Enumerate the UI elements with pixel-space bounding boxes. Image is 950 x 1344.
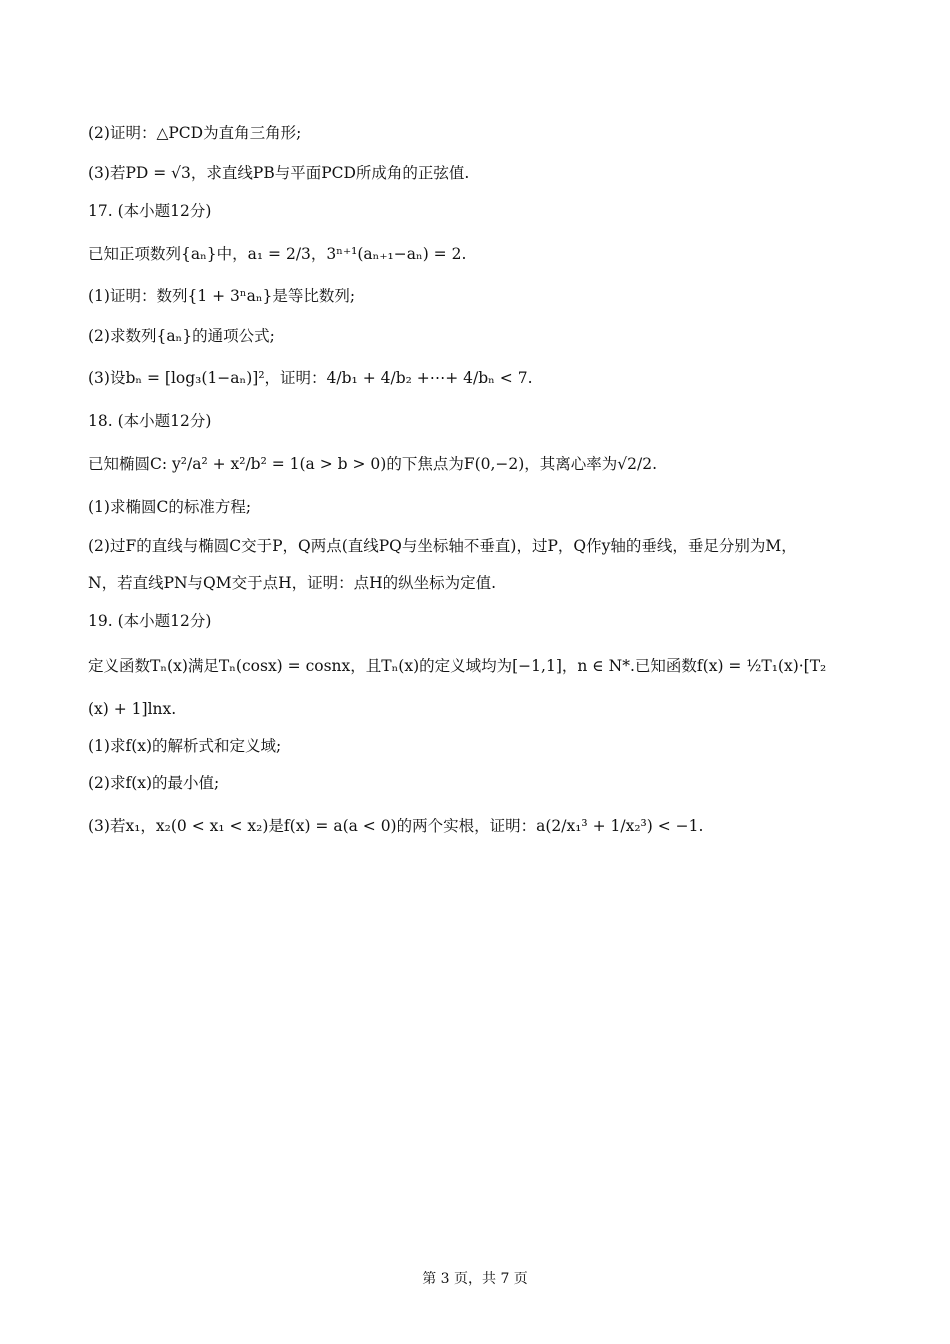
problem18-part2-line1: (2)过F的直线与椭圆C交于P，Q两点(直线PQ与坐标轴不垂直)，过P，Q作y轴的垂线，垂足分别为M，: [88, 537, 797, 555]
page-footer: 第 3 页，共 7 页: [422, 1271, 528, 1287]
problem17-part1: (1)证明：数列{1 + 3ⁿaₙ}是等比数列;: [88, 287, 356, 305]
problem16-part3: (3)若PD = √3，求直线PB与平面PCD所成角的正弦值.: [88, 164, 470, 182]
problem18-part2-line2: N，若直线PN与QM交于点H，证明：点H的纵坐标为定值.: [88, 574, 497, 592]
problem17-part3: (3)设bₙ = [log₃(1−aₙ)]²，证明：4/b₁ + 4/b₂ +⋯+ 4/bₙ < 7.: [88, 369, 533, 387]
problem17-header: 17. (本小题12分): [88, 202, 212, 220]
problem19-stem-line2: (x) + 1]lnx.: [88, 700, 177, 718]
problem19-part2: (2)求f(x)的最小值;: [88, 774, 220, 792]
problem17-stem: 已知正项数列{aₙ}中，a₁ = 2/3，3ⁿ⁺¹(aₙ₊₁−aₙ) = 2.: [88, 245, 467, 263]
problem19-part1: (1)求f(x)的解析式和定义域;: [88, 737, 282, 755]
problem17-part2: (2)求数列{aₙ}的通项公式;: [88, 327, 275, 345]
problem18-part1: (1)求椭圆C的标准方程;: [88, 498, 252, 516]
problem19-part3: (3)若x₁，x₂(0 < x₁ < x₂)是f(x) = a(a < 0)的两个实根，证明：a(2/x₁³ + 1/x₂³) < −1.: [88, 817, 704, 835]
problem19-stem-line1: 定义函数Tₙ(x)满足Tₙ(cosx) = cosnx，且Tₙ(x)的定义域均为[−1,1]，n ∈ N*.已知函数f(x) = ½T₁(x)·[T₂: [88, 657, 827, 675]
problem16-part2: (2)证明：△PCD为直角三角形;: [88, 124, 302, 142]
problem18-header: 18. (本小题12分): [88, 412, 212, 430]
problem18-stem: 已知椭圆C: y²/a² + x²/b² = 1(a > b > 0)的下焦点为F(0,−2)，其离心率为√2/2.: [88, 455, 658, 473]
problem19-header: 19. (本小题12分): [88, 612, 212, 630]
